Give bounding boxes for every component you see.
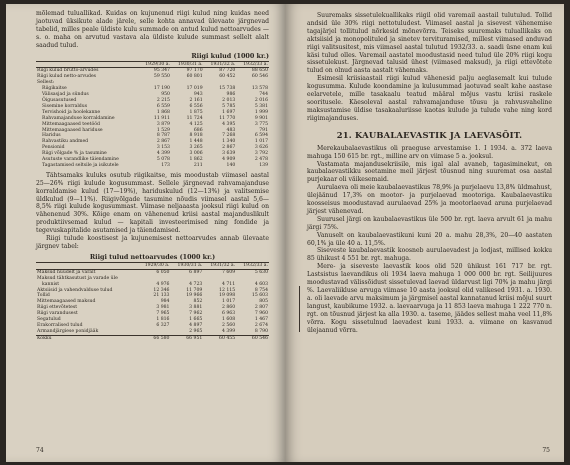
- table-cell: 2 867: [222, 145, 236, 151]
- row-label: Välisasjad ja sündus: [42, 92, 89, 98]
- table-cell: 1 862: [189, 157, 203, 163]
- table-cell: 3 153: [156, 145, 170, 151]
- table-cell: 6 559: [156, 103, 170, 109]
- table-cell: 6 556: [189, 103, 203, 109]
- table1-header-0: [36, 61, 138, 68]
- open-book: [6, 4, 564, 462]
- section-paragraph-1: Merekaubalaevastikus oli praeguse arvestamise 1. I 1934. a. 372 laeva mahuga 150 615 br. rgt., milline arv on viimase 5 a. jooksul.: [307, 144, 552, 160]
- row-label: Segatulud: [37, 317, 61, 323]
- table-cell: 4 909: [222, 157, 236, 163]
- table-cell: 19 966: [186, 293, 203, 299]
- table2-header-0: [36, 262, 138, 269]
- table-cell: 1 665: [189, 317, 203, 323]
- table-cell: 2 013: [222, 97, 236, 103]
- table1-title: Riigi kulud (1000 kr.): [191, 51, 269, 60]
- row-label: Mittemaagaased hariduse: [42, 127, 103, 133]
- row-label: Mittemaagaased teetööd: [42, 121, 100, 127]
- table-cell: 3 881: [189, 305, 203, 311]
- table-cell: 15 603: [251, 293, 268, 299]
- table-cell: 1 340: [222, 139, 236, 145]
- row-label: Riigi võlgade % ja tasumine: [42, 151, 107, 157]
- table-cell: 6 050: [156, 269, 170, 275]
- table-cell: 3 006: [189, 151, 203, 157]
- page-number-left: 74: [36, 447, 44, 454]
- table-cell: 60 455: [203, 335, 236, 341]
- table-cell: 3 879: [156, 121, 170, 127]
- table-cell: 173: [161, 162, 170, 168]
- table-cell: 4 711: [221, 281, 236, 287]
- row-label: Sisemine korraldus: [42, 103, 88, 109]
- table2-header-4: 1932/33 a.: [236, 262, 269, 269]
- table-cell: 4 723: [189, 281, 203, 287]
- state-expenses-table: [36, 61, 269, 169]
- table-cell: 5 078: [156, 157, 170, 163]
- table-cell: 2 807: [254, 305, 268, 311]
- row-label: Rahvamajanduse korraldamine: [42, 115, 115, 121]
- table-cell: 2 560: [221, 322, 236, 328]
- table-cell: 60 546: [236, 335, 269, 341]
- left-mid-paragraph-2: Riigi tulude koostisest ja kujunemisest nettoarvudes annab ülevaate järgnev tabel:: [36, 235, 269, 250]
- pencil-margin-mark: [299, 286, 300, 332]
- table-cell: 2 215: [156, 97, 170, 103]
- table-cell: 6 594: [254, 133, 268, 139]
- table-cell: 60 452: [219, 74, 236, 80]
- table1-header-1: 1929/30 a.: [138, 61, 171, 68]
- table-cell: 66 580: [138, 335, 171, 341]
- table1-header-2: 1930/31 a.: [171, 61, 204, 68]
- table-cell: 88 650: [251, 68, 268, 74]
- table-cell: 13 578: [251, 86, 268, 92]
- table-cell: 12 115: [219, 287, 236, 293]
- table-cell: 7 960: [254, 311, 268, 317]
- table-cell: 984: [160, 299, 170, 305]
- table-cell: 1 816: [156, 317, 170, 323]
- table-cell: 11 724: [186, 115, 203, 121]
- section-heading: 21. KAUBALAEVASTIK JA LAEVASÕIT.: [336, 129, 523, 140]
- left-page: [6, 4, 285, 462]
- table-cell: 3 792: [254, 151, 268, 157]
- table-cell: 140: [226, 162, 236, 168]
- row-label: Rahvastiku andmed: [42, 139, 89, 145]
- table-cell: 1 529: [156, 127, 170, 133]
- table-cell: 943: [193, 92, 203, 98]
- row-label: Pensionid: [42, 145, 65, 151]
- table-cell: 1 467: [254, 317, 268, 323]
- table-cell: 2 478: [254, 157, 268, 163]
- row-label: Riigi kulud brutto-arvudes: [37, 68, 99, 74]
- row-label: kannist: [42, 281, 60, 287]
- section-paragraph-5: Vanuselt on kaubalaevastikuni kuni 20 a. mahu 28,3%, 20—40 aastaten 60,1% ja üle 40 a. 11,5%.: [307, 231, 552, 247]
- table-cell: 17 019: [186, 86, 203, 92]
- table-cell: 4 125: [189, 121, 203, 127]
- table-cell: 1 697: [222, 109, 236, 115]
- table-cell: 7 962: [189, 311, 203, 317]
- table-cell: 6 963: [221, 311, 236, 317]
- table-cell: 852: [193, 299, 203, 305]
- table-cell: 1 017: [254, 139, 268, 145]
- table-row: [36, 335, 269, 341]
- table-cell: 1 017: [221, 299, 236, 305]
- table-cell: 8 754: [254, 287, 268, 293]
- table1-header-4: 1932/33 a.: [236, 61, 269, 68]
- table-cell: 12 346: [153, 287, 170, 293]
- section-paragraph-3: Aurulaeva oli meie kaubalaevastikus 78,9% ja purjelaevu 13,8% üldmahust, ülejäänud 17,3% on mootor- ja purjelaevad mootoriga. Kaubalaevastiku koosseisus moodustavad aurulaevad 25% ja mootorlaevad aruna purjelaevad järjest vähenevad.: [307, 184, 552, 215]
- row-label: Maksud tähtkasutust ja varade üle: [37, 275, 118, 281]
- table2-title: Riigi tulud nettoarvudes (1000 kr.): [89, 252, 216, 261]
- table-cell: 5 381: [254, 103, 268, 109]
- table-cell: 2 860: [221, 305, 236, 311]
- row-label: Sellest:: [37, 80, 55, 86]
- table-cell: 1 999: [254, 109, 268, 115]
- table-cell: 805: [259, 299, 268, 305]
- right-intro-paragraph-2: Esimesil kriisiaastail riigi kulud vähenesid palju aeglasemalt kui tulude kogusumma. Kulude koondamine ja kulusummad jaotuvad sealt kahe aastase eelarvetele, mille tasakaalu teatud määral mõjus vastu kriisi raskele sooritusele. Käesoleval aastal rahvamajanduse tõusu ja rahvusvaheline maksustamise üldise tasakaaluriisse kaotas kulude ja tulude vahe ning kord riigimajanduses.: [307, 75, 552, 122]
- section-paragraph-2: Vastamata majandusekriisile, mis igal alal avaneb, tagasiminekut, on kaubalaevastikku soetamine meil järjest tõusnud ning suuremat osa aastal purjekaar oli väikesemaid.: [307, 160, 552, 184]
- table-cell: 4 976: [156, 281, 170, 287]
- table-cell: 9 901: [254, 115, 268, 121]
- row-label: Tervishoid ja hoolekanne: [42, 109, 101, 115]
- state-revenue-table: [36, 262, 269, 342]
- page-number-right: 75: [542, 447, 550, 454]
- table-cell: 483: [226, 127, 236, 133]
- table-cell: 4 399: [221, 328, 236, 334]
- table-cell: 791: [259, 127, 268, 133]
- row-label: Haridus: [42, 133, 61, 139]
- table-cell: 686: [193, 127, 203, 133]
- table-cell: 5 785: [222, 103, 236, 109]
- table-cell: 3 775: [254, 121, 268, 127]
- table-cell: 1 868: [156, 109, 170, 115]
- left-intro-paragraph: mõlemad tuluallikad. Kuidas on kujunenud riigi kulud ning kuidas need jaotuvad üksikute alade järele, selle kohta annavad ülevaate järgnevad tabelid, milles peale üldiste kulu summade on antud kulud nettoarvudes — s. o. maha on arvutud vastava ala üldiste kulude summast sellelt alalt saadud tulud.: [36, 10, 269, 49]
- table-cell: 60 546: [251, 74, 268, 80]
- section-paragraph-7: Mere- ja siseveste laevastik koos olid 520 ühikust 161 717 br. rgt. Lastsistus laevandikus oli 1934 laeva mahuga 1 000 000 br. rgt. Seilijuures moodustavad välissõidust sissetulevad laevad üldarvust ligi 70% ja mahu järgi %. Laevaliikluse arvuga viimase 10 aasta jooksul olid valikesed 1931. a. 1930. a. oli laevade arvu maksimum ja järgmisel aastal kannatanud kriisi mõjul suurt langust, kaubikume 1932. a. laevaarvuga ja 11 853 laeva mahuga 1 222 770 n. rgt. on tõusnud järjest ka alla 1930. a. taseme, jäädes sellest maha veel 11,8% võrra. Kogu sissetulnud laevadest kuni 1933. a. viimane on kasvanud ülejaanud võrra.: [307, 263, 552, 334]
- row-label: Riigi kulud netto-arvudes: [37, 74, 97, 80]
- table-cell: 3 639: [222, 151, 236, 157]
- row-label: Mittemaagaased maksud: [37, 299, 96, 305]
- row-label: Erakorralised tulud: [37, 322, 83, 328]
- section-paragraph-6: Siseveste kaubalaevastik koosneb aurulaevadest ja lodjast, millised kokku 85 ühikust 4 551 br. rgt. mahuga.: [307, 247, 552, 263]
- section-paragraph-4: Suurusel järgi on kaubalaevastikus üle 500 br. rgt. laeva arvult 61 ja mahu järgi 75%.: [307, 215, 552, 231]
- table-cell: 60 801: [186, 74, 203, 80]
- table-cell: 2 867: [156, 139, 170, 145]
- table-cell: 8 790: [254, 328, 268, 334]
- table-cell: 986: [226, 92, 236, 98]
- table-cell: 2 965: [189, 328, 203, 334]
- row-label: Riigikaitse: [42, 86, 67, 92]
- table-cell: 3 981: [156, 305, 170, 311]
- right-intro-paragraph: Suuremaks sissetulekuallikaks riigil olid varemail aastail tulutulud. Tollid andsid üle 30% riigi nettotuludest. Viimasel aastal ja sisevest vähenemise tagajärjel tollitulud nõrkesid mõnevõrra. Teiseks suuremaks tuluallikaks on aktsiisid ja monopolituled ja sinetev tervituramised, millest viimased anduvad riigi valitsusitest, mis viimasel aastal tulutud 1932/33. a. saadi üsne enam kui käsi tulud olles. Varemail aastatel moodustasid need tulud üle 20% riigi kogu sissetulekust. Järgnevad talusid ühest (viimased maksud), ja riigi ettevõtete tulud on olnud aasta aastalt vähemaks.: [307, 12, 552, 75]
- table-cell: 6 897: [189, 269, 203, 275]
- row-label: Õigusasutused: [42, 97, 77, 103]
- table-cell: 4 395: [222, 121, 236, 127]
- table-cell: 15 738: [219, 86, 236, 92]
- table-cell: 2 016: [254, 97, 268, 103]
- row-label: Tagastamised seltsile ja isikutele: [42, 162, 119, 168]
- row-label: Maksud hüüdelt ja varalt: [37, 269, 96, 275]
- table1-header-3: 1931/32 a.: [204, 61, 237, 68]
- row-label: Kokku: [36, 335, 138, 341]
- table-cell: 2 161: [189, 97, 203, 103]
- table-cell: 3 626: [254, 145, 268, 151]
- table2-header-1: 1929/30 a.: [138, 262, 171, 269]
- table-cell: 4 897: [189, 322, 203, 328]
- table-cell: 4 399: [156, 151, 170, 157]
- table-cell: 59 550: [153, 74, 170, 80]
- table-cell: 66 951: [170, 335, 203, 341]
- table-cell: 97 170: [186, 68, 203, 74]
- table-cell: 19 098: [219, 293, 236, 299]
- table-cell: 7 965: [156, 311, 170, 317]
- table2-header-2: 1930/31 a.: [170, 262, 203, 269]
- table-cell: 95 347: [153, 68, 170, 74]
- table-cell: 11 911: [153, 115, 170, 121]
- table-cell: 1 875: [189, 109, 203, 115]
- table-cell: 211: [193, 162, 203, 168]
- table-cell: 3 265: [189, 145, 203, 151]
- table-cell: 950: [161, 92, 170, 98]
- table-cell: 5 630: [254, 269, 268, 275]
- table-cell: 744: [259, 92, 268, 98]
- table-cell: 87 720: [219, 68, 236, 74]
- table-cell: 2 674: [254, 322, 268, 328]
- row-label: Tollid: [37, 293, 50, 299]
- table-cell: 6 327: [156, 322, 170, 328]
- row-label: Asutuste varandlike täiendamine: [42, 157, 119, 163]
- table-cell: 21 133: [153, 293, 170, 299]
- table-cell: 17 190: [153, 86, 170, 92]
- table-cell: 8 918: [189, 133, 203, 139]
- table-cell: 139: [259, 162, 268, 168]
- table-cell: 4 603: [254, 281, 268, 287]
- table-cell: 7 609: [221, 269, 236, 275]
- table-cell: 11 770: [219, 115, 236, 121]
- right-page: [285, 4, 564, 462]
- table-row: [36, 163, 269, 169]
- left-mid-paragraph: Tähtsamaks kuluks osutub riigikaitse, mis moodustab viimasel aastal 25—26% riigi kulude kogusummast. Sellele järgnevad rahvamajanduse korraldamise kulud (17—19%), hariduskulud (12—13%) ja valitsemise üldkulud (9—11%). Riigivõlgade tasumine nõudis viimasel aastal 5,6—8,5% riigi kulude kogusummast. Viimase neljaaasta jooksul riigi kulud on vähenenud 30%. Kõige enam on vähenenud kriisi aastal majanduslikult produktiivsemad kulud — kapitali investeerimised ning fondide ja tegevuskapitalide asutamised ja täiendamised.: [36, 171, 269, 235]
- row-label: Riigi ettevõtetest: [37, 305, 78, 311]
- row-label: Riigi varandusest: [37, 311, 78, 317]
- table2-header-3: 1931/32 a.: [203, 262, 236, 269]
- table-cell: 1 608: [221, 317, 236, 323]
- table-cell: 11 709: [186, 287, 203, 293]
- table-cell: 8 787: [156, 133, 170, 139]
- row-label: Armandjärgiese ponidjääk: [37, 328, 99, 334]
- row-label: Aktsiisid ja vahendvalduse tulud: [37, 287, 113, 293]
- table-cell: 1 448: [189, 139, 203, 145]
- table-cell: 7 268: [222, 133, 236, 139]
